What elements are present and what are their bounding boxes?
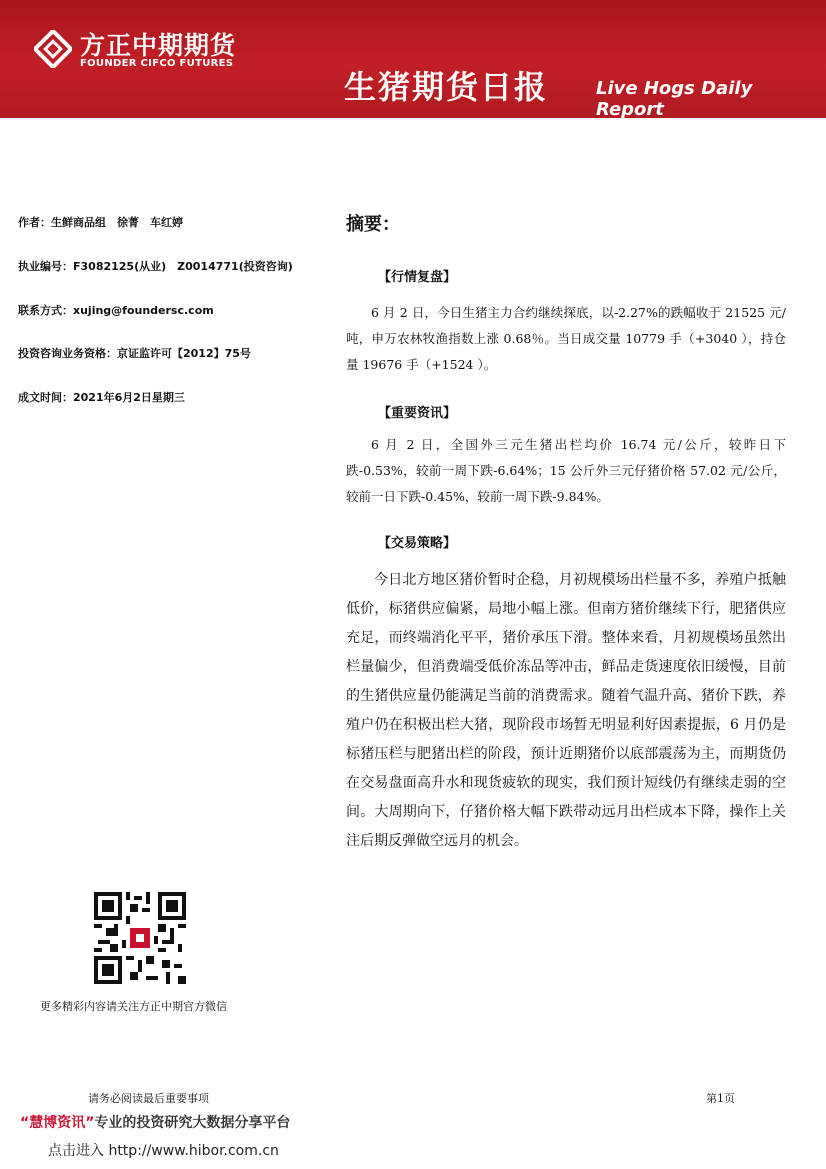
section-heading-strategy: 【交易策略】 [378, 536, 457, 551]
page-number: 第1页 [706, 1092, 735, 1105]
footer-notice: 请务必阅读最后重要事项 [88, 1092, 209, 1105]
section-text-key-news: 6 月 2 日，全国外三元生猪出栏均价 16.74 元/公斤，较昨日下跌-0.53%，较前一周下跌-6.64%；15 公斤外三元仔猪价格 57.02 元/公斤，较前一日下跌-0.45%，较前一周下跌-9.84%。 [346, 437, 786, 504]
section-heading-market-review: 【行情复盘】 [378, 270, 457, 285]
logo-text-en: FOUNDER CIFCO FUTURES [80, 58, 234, 69]
promo-quote: “慧博资讯” [20, 1115, 95, 1131]
report-title-cn: 生猪期货日报 [344, 68, 549, 106]
promo-link[interactable]: 点击进入 http://www.hibor.com.cn [48, 1143, 279, 1159]
meta-qualification: 投资咨询业务资格：京证监许可【2012】75号 [18, 347, 251, 360]
abstract-title: 摘要： [346, 214, 400, 235]
meta-author: 作者：生鲜商品组 徐菁 车红婷 [18, 216, 183, 229]
report-title-en: Live Hogs Daily Report [596, 78, 753, 120]
logo-text-cn: 方正中期期货 [80, 31, 237, 60]
section-heading-key-news: 【重要资讯】 [378, 406, 457, 421]
meta-license: 执业编号：F3082125(从业) Z0014771(投资咨询) [18, 260, 293, 273]
meta-contact: 联系方式：xujing@foundersc.com [18, 304, 214, 317]
wechat-qr-code [94, 892, 186, 984]
qr-caption: 更多精彩内容请关注方正中期官方微信 [40, 1000, 227, 1013]
section-text-strategy: 今日北方地区猪价暂时企稳，月初规模场出栏量不多，养殖户抵触低价，标猪供应偏紧，局地小幅上涨。但南方猪价继续下行，肥猪供应充足，而终端消化平平，猪价承压下滑。整体来看，月初规模场虽然出栏量偏少，但消费端受低价冻品等冲击，鲜品走货速度依旧缓慢，目前的生猪供应量仍能满足当前的消费需求。随着气温升高、猪价下跌，养殖户仍在积极出栏大猪，现阶段市场暂无明显利好因素提振，6 月仍是标猪压栏与肥猪出栏的阶段，预计近期猪价以底部震荡为主，而期货仍在交易盘面高升水和现货疲软的现实，我们预计短线仍有继续走弱的空间。大周期向下，仔猪价格大幅下跌带动远月出栏成本下降，操作上关注后期反弹做空远月的机会。 [346, 572, 786, 849]
header-banner [0, 0, 826, 118]
promo-text: 专业的投资研究大数据分享平台 [94, 1115, 291, 1131]
founder-logo-icon [34, 30, 72, 68]
meta-date: 成文时间：2021年6月2日星期三 [18, 391, 185, 404]
promo-banner [20, 1112, 290, 1132]
section-text-market-review: 6 月 2 日，今日生猪主力合约继续探底，以-2.27%的跌幅收于 21525 元/吨，申万农林牧渔指数上涨 0.68％。当日成交量 10779 手（+3040 ），持仓量 19676 手（+1524 ）。 [346, 305, 786, 372]
